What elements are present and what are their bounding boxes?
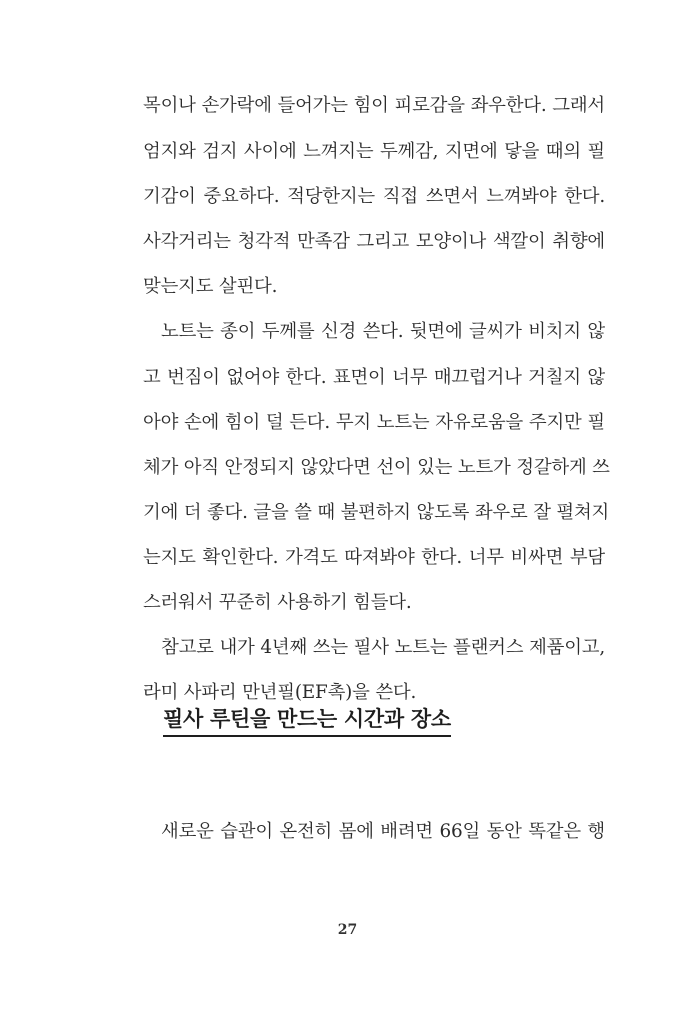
body-line: 라미 사파리 만년필(EF촉)을 쓴다. — [143, 682, 417, 703]
page-number: 27 — [337, 922, 358, 938]
body-line: 아야 손에 힘이 덜 든다. 무지 노트는 자유로움을 주지만 필 — [143, 412, 605, 433]
body-line: 는지도 확인한다. 가격도 따져봐야 한다. 너무 비싸면 부담 — [143, 547, 605, 568]
body-line: 체가 아직 안정되지 않았다면 선이 있는 노트가 정갈하게 쓰 — [143, 457, 610, 478]
body-line: 맞는지도 살핀다. — [143, 276, 278, 297]
body-line: 스러워서 꾸준히 사용하기 힘들다. — [143, 592, 412, 613]
body-line: 목이나 손가락에 들어가는 힘이 피로감을 좌우한다. 그래서 — [143, 95, 605, 116]
body-line: 새로운 습관이 온전히 몸에 배려면 66일 동안 똑같은 행 — [161, 821, 605, 842]
body-line: 사각거리는 청각적 만족감 그리고 모양이나 색깔이 취향에 — [143, 231, 605, 252]
body-line: 기감이 중요하다. 적당한지는 직접 쓰면서 느껴봐야 한다. — [143, 186, 605, 207]
body-line: 참고로 내가 4년째 쓰는 필사 노트는 플랜커스 제품이고, — [161, 637, 605, 658]
section-heading: 필사 루틴을 만드는 시간과 장소 — [163, 705, 451, 737]
body-line: 고 번짐이 없어야 한다. 표면이 너무 매끄럽거나 거칠지 않 — [143, 367, 605, 388]
body-line: 엄지와 검지 사이에 느껴지는 두께감, 지면에 닿을 때의 필 — [143, 141, 605, 162]
body-line: 노트는 종이 두께를 신경 쓴다. 뒷면에 글씨가 비치지 않 — [161, 321, 605, 342]
body-line: 기에 더 좋다. 글을 쓸 때 불편하지 않도록 좌우로 잘 펼쳐지 — [143, 502, 610, 523]
